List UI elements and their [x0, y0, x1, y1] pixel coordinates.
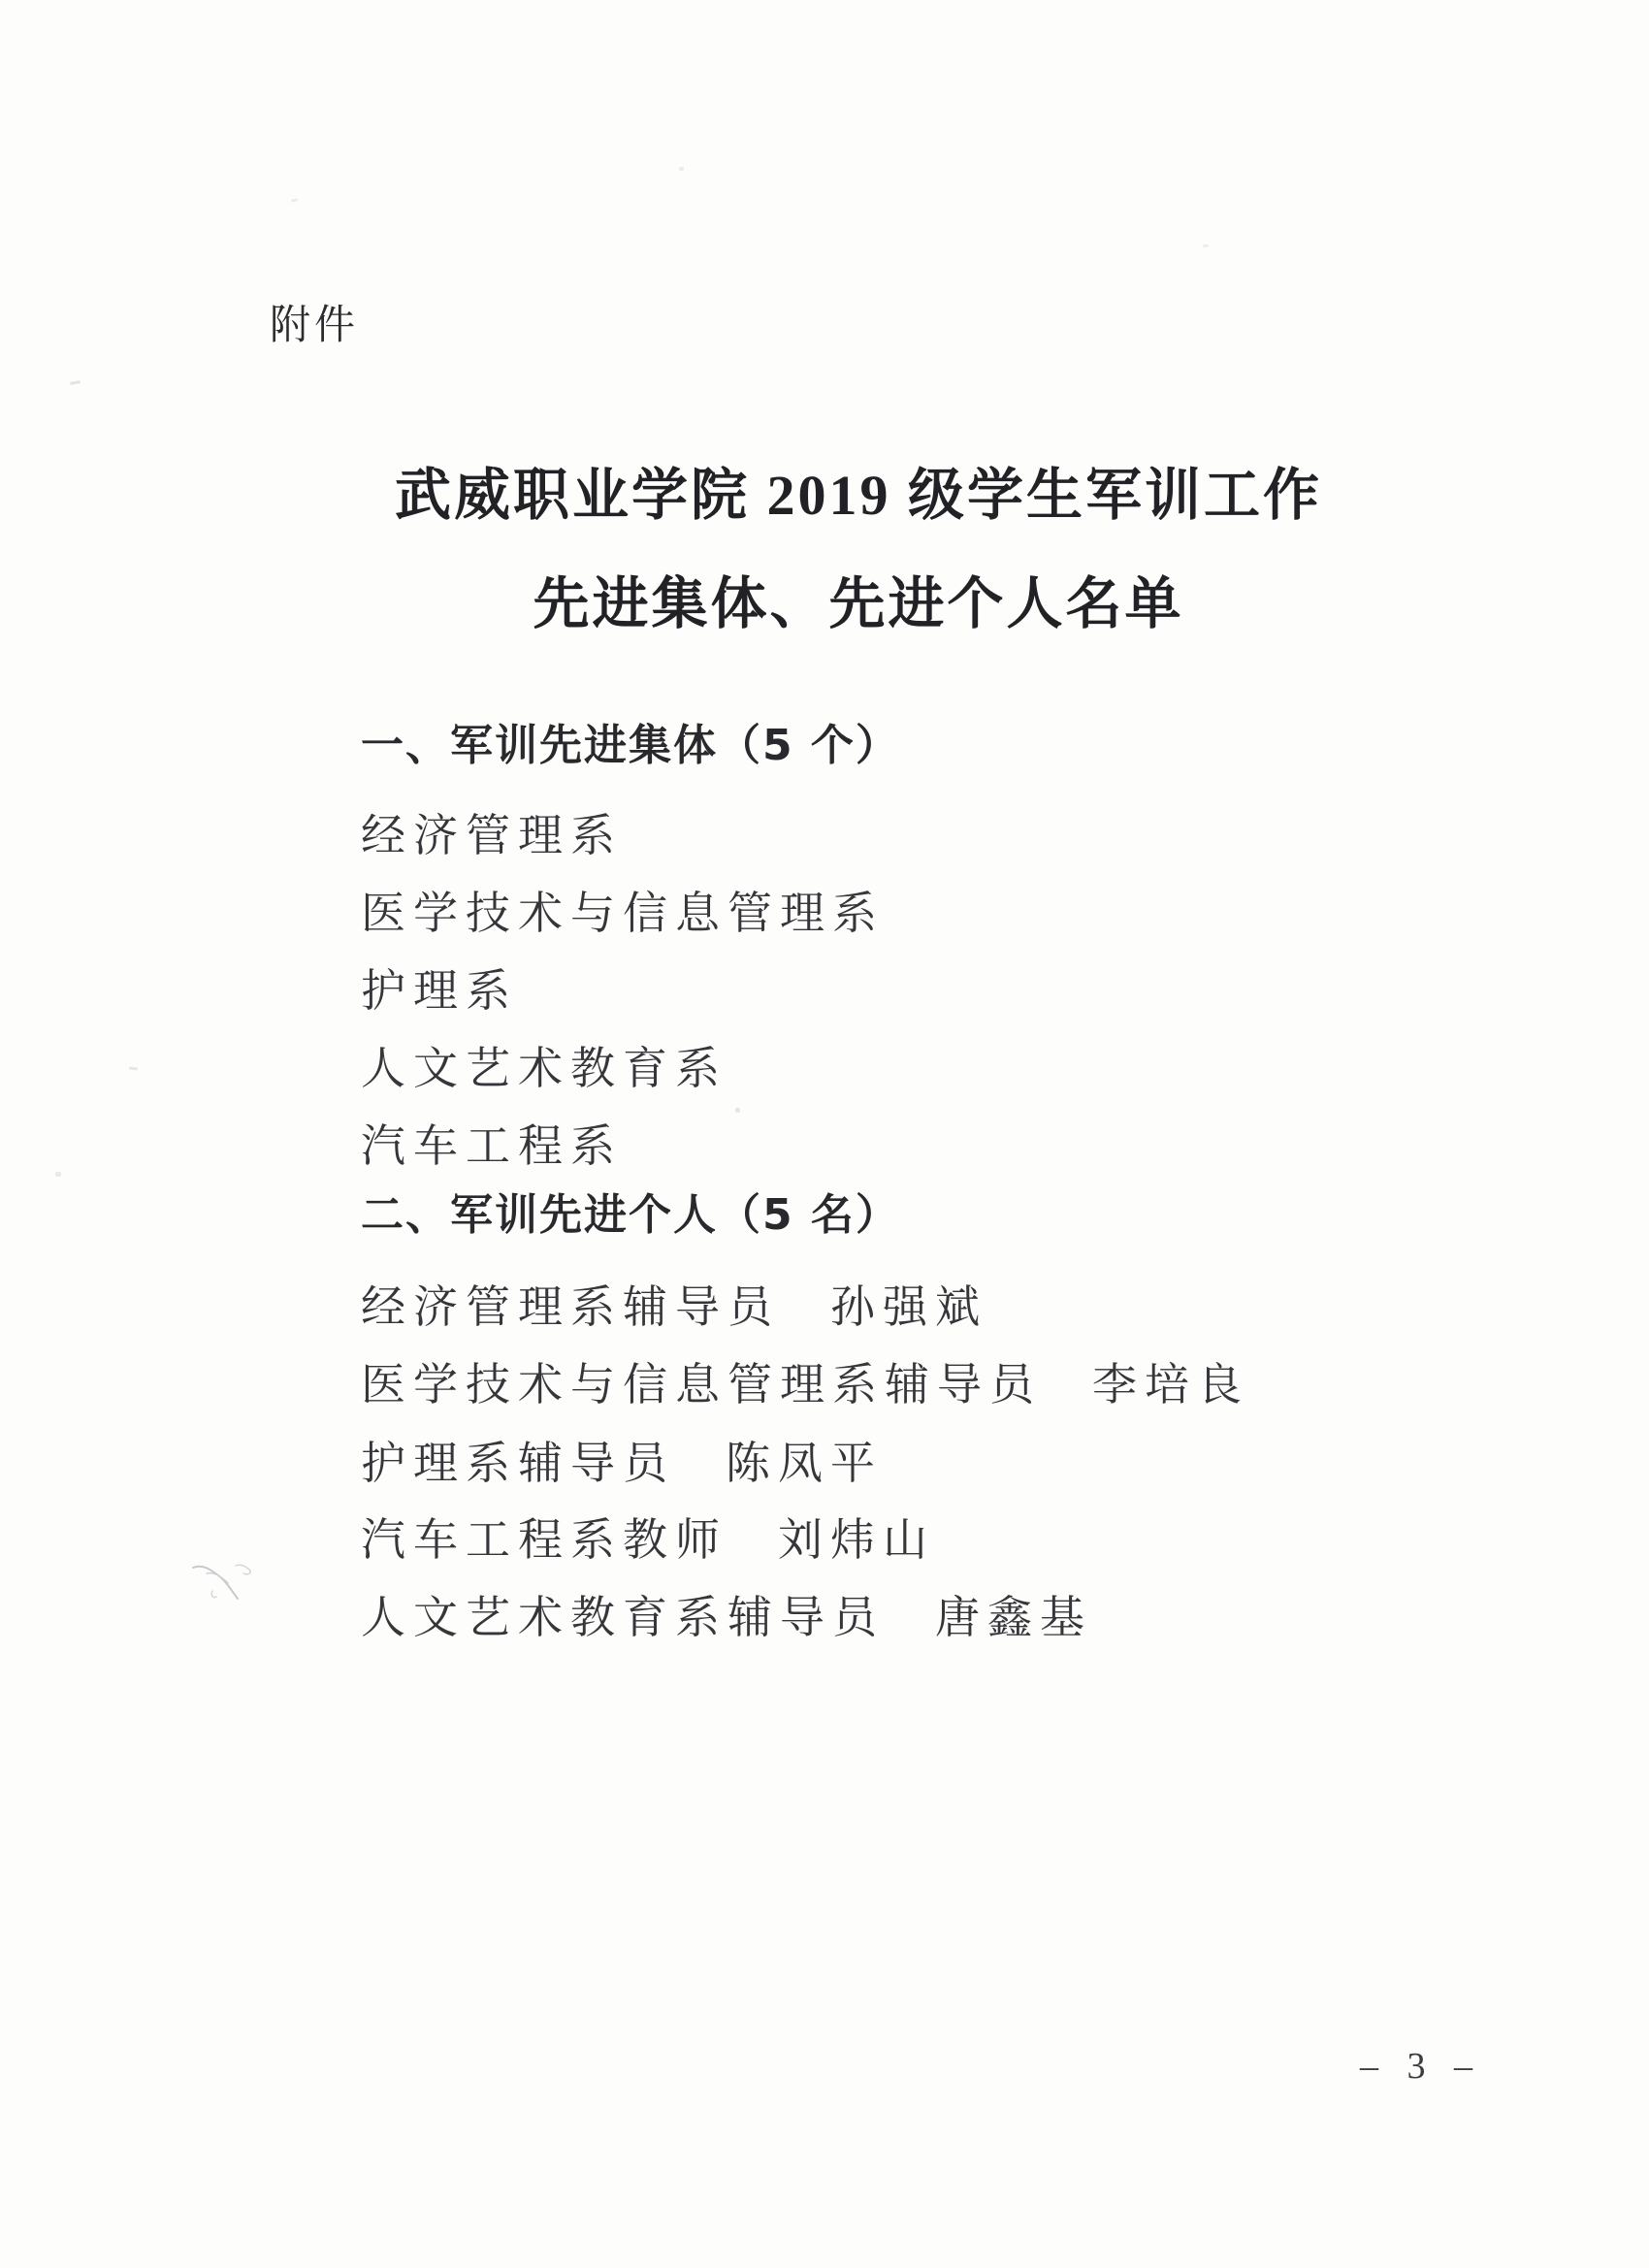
- collective-item: 医学技术与信息管理系: [361, 889, 885, 938]
- individual-item: [361, 1593, 1092, 1644]
- scan-speck: [679, 167, 684, 171]
- document-title: [68, 441, 1649, 659]
- attachment-label: 附件: [270, 301, 360, 348]
- individual-role: 经济管理系辅导员: [361, 1282, 780, 1332]
- individual-item: [361, 1515, 935, 1567]
- section-heading-individuals: 二、军训先进个人（5 名）: [361, 1190, 900, 1240]
- individual-name: 刘炜山: [778, 1515, 935, 1565]
- scan-speck: [129, 1067, 138, 1071]
- title-line-1: 武威职业学院 2019 级学生军训工作: [394, 464, 1322, 527]
- collective-item: 经济管理系: [361, 811, 623, 860]
- collective-item: 护理系: [361, 966, 518, 1016]
- scan-speck: [291, 198, 299, 203]
- pencil-scribble-mark: [189, 1558, 267, 1608]
- individual-item: [361, 1360, 1249, 1411]
- collective-item: 汽车工程系: [361, 1121, 623, 1171]
- individual-name: 陈凤平: [726, 1439, 883, 1488]
- scan-speck: [1203, 244, 1209, 247]
- section-heading-collectives: 一、军训先进集体（5 个）: [361, 721, 900, 770]
- scan-speck: [735, 1108, 740, 1113]
- individual-name: 孙强斌: [830, 1282, 987, 1332]
- collective-item: 人文艺术教育系: [361, 1044, 728, 1093]
- individual-role: 汽车工程系教师: [361, 1515, 728, 1565]
- scan-speck: [55, 1172, 61, 1177]
- individual-role: 人文艺术教育系辅导员: [361, 1593, 885, 1642]
- individual-item: [361, 1439, 883, 1490]
- title-line-2: 先进集体、先进个人名单: [533, 572, 1184, 635]
- individual-item: [361, 1282, 987, 1334]
- individual-role: 护理系辅导员: [361, 1439, 675, 1488]
- individual-name: 李培良: [1092, 1360, 1249, 1409]
- individual-role: 医学技术与信息管理系辅导员: [361, 1360, 1042, 1409]
- individual-name: 唐鑫基: [935, 1593, 1092, 1642]
- scan-speck: [70, 380, 81, 385]
- page-number: – 3 –: [1360, 2046, 1482, 2087]
